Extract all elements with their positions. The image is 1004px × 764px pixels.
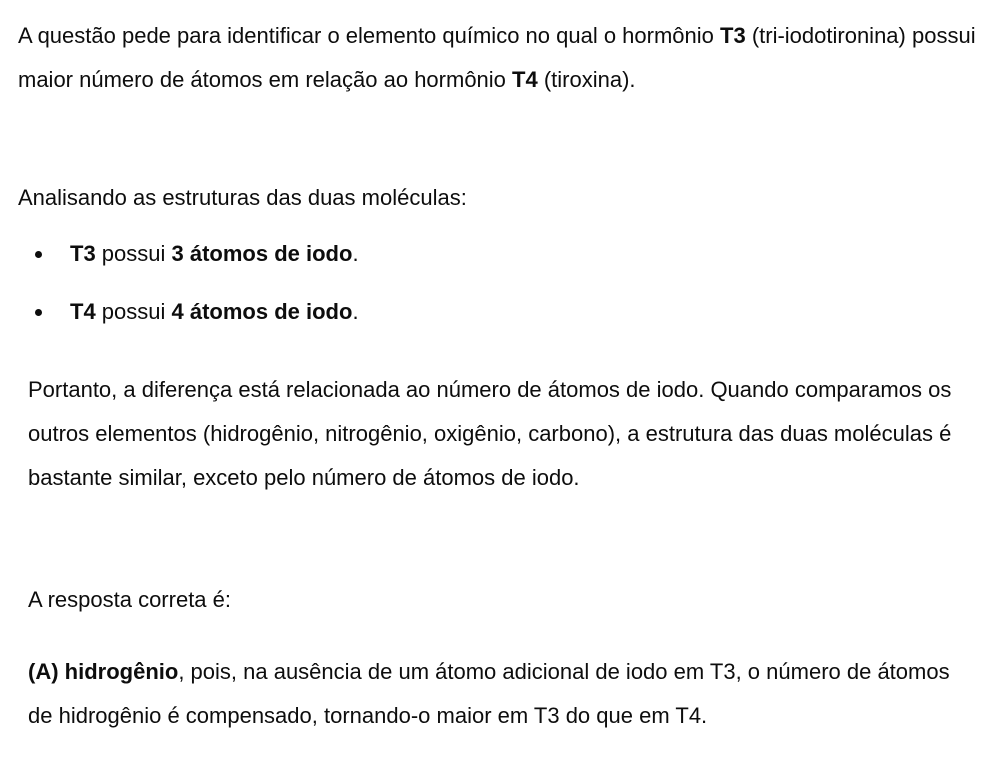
bullet-dot-icon bbox=[35, 309, 42, 316]
bullet-detail: 4 átomos de iodo bbox=[171, 299, 353, 324]
bullet-subject: T4 bbox=[70, 299, 96, 324]
list-item bbox=[18, 290, 359, 334]
answer-explanation: , pois, na ausência de um átomo adicional de iodo em T3, o número de átomos de hidrogênio é compensado, tornando-o maior em T3 do que em T4. bbox=[28, 659, 950, 728]
conclusion-paragraph: Portanto, a diferença está relacionada ao número de átomos de iodo. Quando comparamos os outros elementos (hidrogênio, nitrogênio, oxigênio, carbono), a estrutura das duas moléculas é bastante similar, exceto pelo número de átomos de iodo. bbox=[28, 377, 952, 490]
intro-text-1: A questão pede para identificar o elemento químico no qual o hormônio bbox=[18, 23, 721, 48]
hormone-t3-label: T3 bbox=[720, 23, 746, 48]
bullet-end: . bbox=[352, 241, 359, 266]
hormone-t4-label: T4 bbox=[512, 67, 538, 92]
bullet-end: . bbox=[352, 299, 359, 324]
answer-paragraph bbox=[28, 650, 963, 738]
iodine-count-list bbox=[18, 232, 359, 348]
intro-text-2: (tri-iodotironina) possui maior número de átomos em relação ao hormônio bbox=[18, 23, 976, 92]
bullet-detail: 3 átomos de iodo bbox=[171, 241, 353, 266]
bullet-dot-icon bbox=[35, 251, 42, 258]
intro-text-3: (tiroxina). bbox=[537, 67, 636, 92]
bullet-middle: possui bbox=[95, 241, 172, 266]
analysis-paragraph: Analisando as estruturas das duas moléculas: bbox=[18, 185, 467, 210]
bullet-middle: possui bbox=[95, 299, 172, 324]
bullet-subject: T3 bbox=[70, 241, 96, 266]
list-item bbox=[18, 232, 359, 276]
intro-paragraph bbox=[18, 14, 978, 102]
answer-intro-paragraph: A resposta correta é: bbox=[28, 587, 231, 612]
answer-option: (A) hidrogênio bbox=[28, 659, 179, 684]
